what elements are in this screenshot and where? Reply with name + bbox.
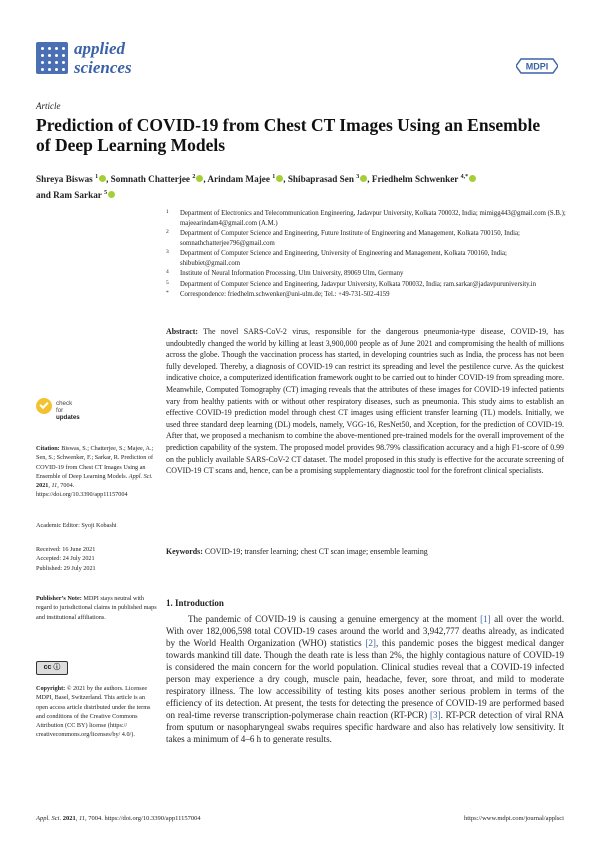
received-date: Received: 16 June 2021 xyxy=(36,546,96,553)
author[interactable]: Ram Sarkar $^5$ xyxy=(53,190,115,200)
abstract-text: The novel SARS-CoV-2 virus, responsible for the dangerous pneumonia-type disease, COVID-19, has undoubtedly changed the world by killing at least 3,900,000 people as of June 2021 and compromising the health of millions across the globe. Though the vaccination process has started, in developing countries such as India, the process has not been fully developed. Thereby, a diagnosis of COVID-19 can restrict its spreading and level the pestilence curve. As the quickest indicative choice, a computerized identification framework ought to be carried out to hinder COVID-19 from spreading more. Meanwhile, Computed Tomography (CT) imaging reveals that the attributes of these images for COVID-19 infected patients vary from healthy patients with or without other respiratory diseases, such as pneumonia. This study aims to establish an effective COVID-19 prediction model through chest CT images using efficient transfer learning (TL) models. Initially, we used three standard deep learning (DL) models, namely, VGG-16, ResNet50, and Xception, for the prediction of COVID-19. After that, we proposed a mechanism to combine the above-mentioned pre-trained models for the overall improvement of the prediction capability of the system. The proposed model provides 98.79% classification accuracy and a high F1-score of 0.99 on the publicly available SARS-CoV-2 CT dataset. The model proposed in this study is effective for the accurate screening of COVID-19 CT scans and, hence, can be a promising supplementary diagnostic tool for the forefront clinical specialists. xyxy=(166,327,564,476)
affiliation-item: 1 Department of Electronics and Telecommunication Engineering, Jadavpur University, Kolkata 700032, India; mimigg443@gmail.com (S.B.); majeearindam4@gmail.com (A.M.) xyxy=(166,209,566,227)
affiliation-item: 4 Institute of Neural Information Processing, Ulm University, 89069 Ulm, Germany xyxy=(166,269,404,277)
author[interactable]: Shibaprasad Sen $^3$ xyxy=(288,174,367,184)
author[interactable]: Somnath Chatterjee $^2$ xyxy=(111,174,204,184)
author-list: Shreya Biswas $^1$ , Somnath Chatterjee $^2$ , Arindam Majee $^1$ , Shibaprasad Sen $^3$ , Friedhelm Schwenker $^{4,*}$ and Ram Sarkar $^5$ xyxy=(36,170,566,202)
journal-url-link[interactable]: https://www.mdpi.com/journal/applsci xyxy=(464,815,564,822)
correspondence: * Correspondence: friedhelm.schwenker@uni-ulm.de; Tel.: +49-731-502-4159 xyxy=(166,290,390,298)
mdpi-logo-text: MDPI xyxy=(525,61,549,72)
citation-link[interactable]: [1] xyxy=(480,614,491,624)
copyright: Copyright: © 2021 by the authors. Licensee MDPI, Basel, Switzerland. This article is an open access article distributed under the terms and conditions of the Creative Commons Attribution (CC BY) license (https:// creativecommons.org/licenses/by/ 4.0/). xyxy=(36,685,151,739)
journal-name-line2: sciences xyxy=(74,58,132,77)
affiliations xyxy=(166,209,566,301)
orcid-icon[interactable] xyxy=(99,175,106,182)
accepted-date: Accepted: 24 July 2021 xyxy=(36,555,95,563)
orcid-icon[interactable] xyxy=(360,175,367,182)
orcid-icon[interactable] xyxy=(276,175,283,182)
article-type: Article xyxy=(36,101,61,111)
page-footer: Appl. Sci. 2021, 11, 7004. https://doi.org/10.3390/app11157004 https://www.mdpi.com/journal/applsci xyxy=(36,815,564,822)
publisher-note: Publisher’s Note: MDPI stays neutral with regard to jurisdictional claims in published maps and institutional affiliations. xyxy=(36,595,157,621)
citation-link[interactable]: [2] xyxy=(365,638,376,648)
citation-doi-link[interactable]: , 7004. https://doi.org/10.3390/app11157004 xyxy=(36,482,128,499)
keywords xyxy=(166,547,564,556)
orcid-icon[interactable] xyxy=(469,175,476,182)
academic-editor: Academic Editor: Syoji Kobashi xyxy=(36,522,117,529)
abstract-label: Abstract: xyxy=(166,327,198,336)
author[interactable]: Shreya Biswas $^1$ xyxy=(36,174,106,184)
orcid-icon[interactable] xyxy=(196,175,203,182)
dates xyxy=(36,545,158,573)
citation-link[interactable]: [3] xyxy=(430,710,441,720)
journal-name-line1: applied xyxy=(74,39,125,58)
journal-logo-icon xyxy=(36,42,68,74)
orcid-icon[interactable] xyxy=(108,191,115,198)
check-updates-label: check for updates xyxy=(56,400,80,421)
author[interactable]: Arindam Majee $^1$ xyxy=(207,174,283,184)
paper-title: Prediction of COVID-19 from Chest CT Images Using an Ensemble of Deep Learning Models xyxy=(36,115,541,155)
keywords-text: COVID-19; transfer learning; chest CT scan image; ensemble learning xyxy=(204,547,428,556)
check-updates-icon xyxy=(36,398,52,414)
section-heading: 1. Introduction xyxy=(166,598,224,608)
journal-name xyxy=(74,39,132,77)
footer-doi-link[interactable]: , 7004. https://doi.org/10.3390/app11157004 xyxy=(85,815,201,822)
keywords-label: Keywords: xyxy=(166,547,203,556)
affiliation-item: 3 Department of Computer Science and Engineering, University of Engineering and Management, Kolkata 700160, India; shibubiet@gmail.com xyxy=(166,249,507,267)
author[interactable]: Friedhelm Schwenker $^{4,*}$ xyxy=(372,174,476,184)
citation-block: Citation: Biswas, S.; Chatterjee, S.; Majee, A.; Sen, S.; Schwenker, F.; Sarkar, R. Prediction of COVID-19 from Chest CT Images Using an Ensemble of Deep Learning Models. Appl. Sci. 2021, 11, 7004. https://doi.org/10.3390/app11157004 xyxy=(36,445,154,499)
affiliation-item: 5 Department of Computer Science and Engineering, Jadavpur University, Kolkata 700032, India; ram.sarkar@jadavpuruniversity.in xyxy=(166,279,537,288)
published-date: Published: 29 July 2021 xyxy=(36,564,96,572)
mdpi-logo-icon xyxy=(516,58,558,74)
affiliation-item: 2 Department of Computer Science and Engineering, Future Institute of Engineering and Management, Kolkata 700150, India; somnathchatterjee796@gmail.com xyxy=(166,229,520,247)
abstract xyxy=(166,326,564,477)
introduction-paragraph: The pandemic of COVID-19 is causing a genuine emergency at the moment [1] all over the world. With over 182,006,598 total COVID-19 cases around the world and 3,942,777 deaths already, as indicated by the World Health Organization (WHO) statistics [2], this pandemic poses the biggest medical danger towards mankind till date. Though the death rate is less than 2%, the highly contagious nature of COVID-19 is considered the main concern for the world population. Clinical studies reveal that a COVID-19 infected person may experience a dry cough, muscle pain, headache, fever, sore throat, and mild to moderate respiratory illness. The low accessibility of testing kits poses another serious problem in terms of the efficiency of its detection. At present, the tests for detecting the presence of COVID-19 are performed based on real-time reverse transcription-polymerase chain reaction (RT-PCR) [3]. RT-PCR detection of viral RNA from sputum or nasopharyngeal swabs requires specific hardware and also has relatively low sensitivity. It takes a minimum of 4–6 h to generate results. xyxy=(166,614,564,744)
cc-license-icon[interactable]: cc ⓘ xyxy=(36,661,68,675)
